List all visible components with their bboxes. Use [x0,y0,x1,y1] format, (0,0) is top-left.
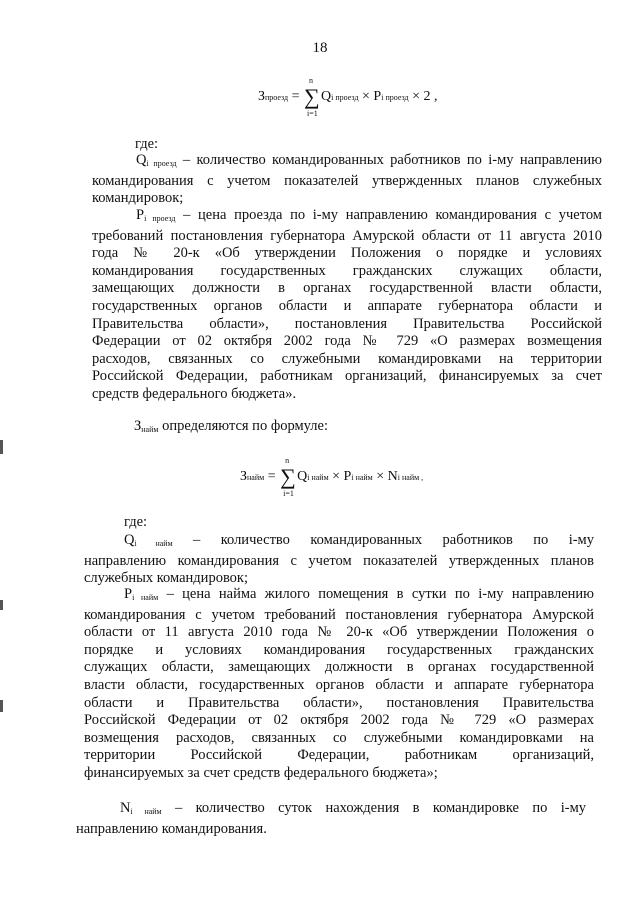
definition-q-proezd [92,152,602,208]
naim-sub: найм [141,425,159,434]
naim-intro-text: определяются по формуле: [158,418,328,434]
definition-line: командирования с учетом показателей утвержденных планов служебных [92,172,602,189]
n-sub: i найм [130,807,162,816]
sum-symbol [280,456,296,498]
formula-n: N [387,469,398,484]
sum-upper: n [309,76,314,85]
definition-line: – количество командированных работников по i-му направлению [176,152,602,168]
q-sub: i найм [134,539,173,548]
definition-line: требований постановления губернатора Амурской области от 11 августа 2010 [92,227,602,244]
formula-times: × [328,469,344,484]
formula-lhs-sub: найм [247,472,265,482]
naim-symbol: З [134,418,142,434]
scan-margin-mark [0,600,3,610]
formula-naim [240,456,424,498]
definition-line: расходов, связанных со служебными командировками на территории [92,350,602,367]
scan-margin-mark [0,440,3,454]
formula-times: × [358,89,374,104]
formula-eq: = [288,89,304,104]
definition-line: – цена проезда по i-му направлению командирования с учетом [175,207,602,223]
definition-line: финансируемых за счет средств федерального бюджета»; [84,764,438,781]
definition-line: – цена найма жилого помещения в сутки по i-му направлению [158,586,594,602]
definition-line: порядке и условиях командирования государственных гражданских [84,641,594,658]
formula-lhs: З [258,89,266,104]
definition-q-naim [84,532,594,588]
sum-upper: n [285,456,290,465]
definition-line: области от 11 августа 2010 года № 20-к «Об утверждении Положения о [84,624,594,641]
definition-line: замещающих должности в органах государственной власти области, [92,280,602,297]
formula-n-sub: i найм , [397,472,424,482]
formula-q-sub: i проезд [331,92,359,102]
p-sub: i проезд [144,214,176,223]
definition-line: командирования с учетом требований постановления губернатора Амурской [84,606,594,623]
naim-intro [134,418,328,435]
definition-line: Российской Федерации от 02 октября 2002 года № 729 «О размерах [84,712,594,729]
definition-p-naim [84,586,594,783]
sum-lower: i=1 [307,109,318,118]
definition-line: служащих области, замещающих должности в органах государственной [84,659,594,676]
definition-line: – количество суток нахождения в командировке по i-му [161,800,586,816]
definition-line: служебных командировок; [84,570,249,587]
formula-p: P [343,469,352,484]
p-symbol: P [136,207,145,223]
definition-line: года № 20-к «Об утверждении Положения о порядке и условиях [92,245,602,262]
definition-line: средств федерального бюджета». [92,385,297,402]
formula-proezd [258,76,438,118]
definition-line: Федерации от 02 октября 2002 года № 729 «О размерах возмещения [92,333,602,350]
definition-line: командировок; [92,190,184,207]
formula-eq: = [264,469,280,484]
definition-p-proezd [92,207,602,404]
definition-line: – количество командированных работников по i-му [172,532,594,548]
definition-line: государственных органов области и аппарате губернатора области и [92,297,602,314]
sigma-icon: ∑ [280,464,296,489]
formula-q-sub: i найм [307,472,329,482]
p-symbol: P [124,586,133,602]
formula-lhs: З [240,469,248,484]
definition-line: направлению командирования. [76,820,267,837]
formula-lhs-sub: проезд [265,92,289,102]
definition-line: области и Правительства области», постановления Правительства [84,694,594,711]
definition-line: Правительства области», постановления Правительства Российской [92,315,602,332]
definition-line: территории Российской Федерации, работникам организаций, [84,747,594,764]
definition-line: командирования государственных гражданских служащих области, [92,262,602,279]
formula-p-sub: i проезд [381,92,409,102]
definition-line: возмещения расходов, связанных со служебными командировками на [84,729,594,746]
formula-tail: × 2 , [408,89,438,104]
q-symbol: Q [124,532,135,548]
gde-label-2: где: [124,514,148,530]
p-sub: i найм [132,593,159,602]
definition-line: направлению командирования с учетом показателей утвержденных планов [84,552,594,569]
formula-q: Q [321,89,332,104]
q-symbol: Q [136,152,147,168]
sum-symbol [304,76,320,118]
sigma-icon: ∑ [304,84,320,109]
page-number: 18 [312,40,328,56]
scan-margin-mark [0,700,3,712]
formula-q: Q [297,469,308,484]
formula-p: P [373,89,382,104]
definition-n-naim [76,800,586,838]
sum-lower: i=1 [283,489,294,498]
n-symbol: N [120,800,131,816]
definition-line: Российской Федерации, работникам организаций, финансируемых за счет [92,368,602,385]
formula-times: × [372,469,388,484]
gde-label-1: где: [135,136,159,152]
definition-line: власти области, государственных органов области и аппарате губернатора [84,676,594,693]
formula-p-sub: i найм [351,472,373,482]
q-sub: i проезд [146,159,177,168]
